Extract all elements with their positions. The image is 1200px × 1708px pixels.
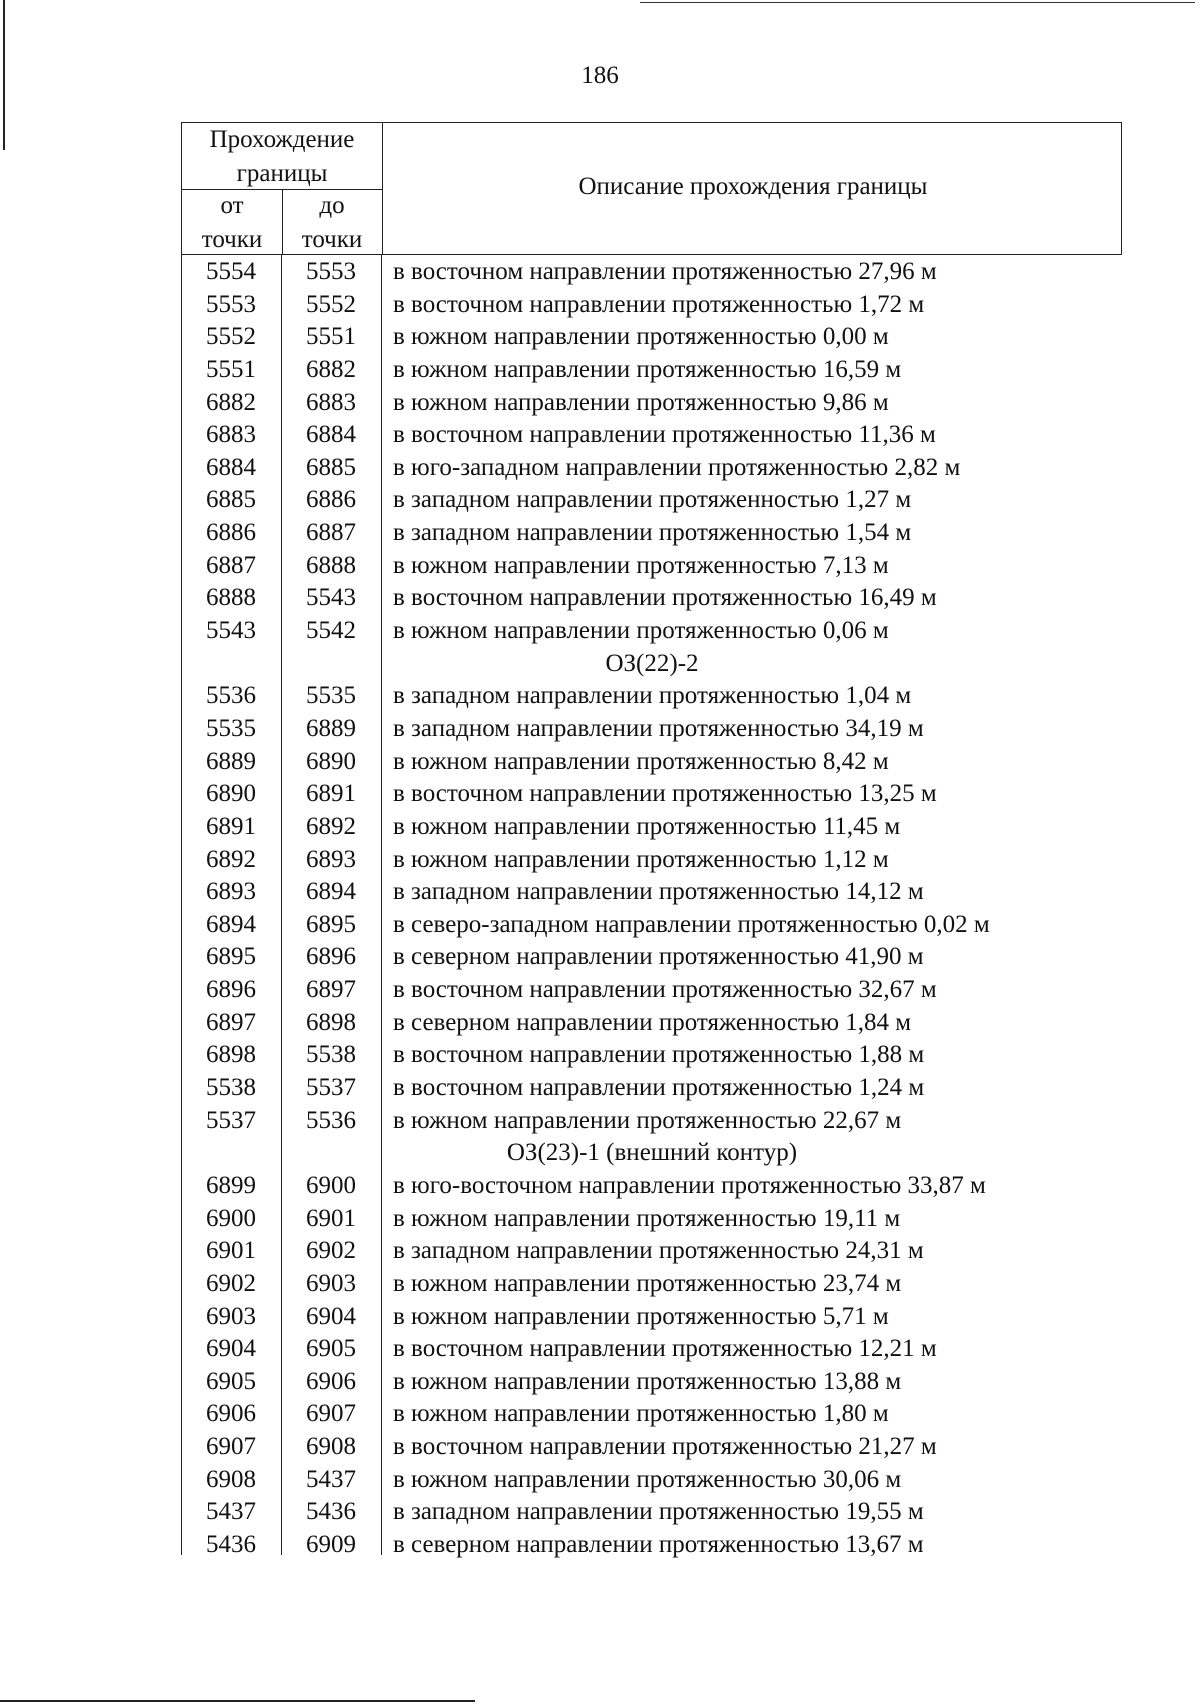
section-heading: ОЗ(22)-2 — [605, 649, 699, 677]
scan-edge-top — [640, 2, 1195, 3]
from-point-cell: 6885 — [206, 486, 256, 514]
description-cell: в западном направлении протяженностью 19,55 м — [393, 1498, 924, 1526]
header-description: Описание прохождения границы — [578, 173, 928, 200]
from-point-cell: 6886 — [206, 519, 256, 547]
from-point-cell: 6893 — [206, 878, 256, 906]
description-cell: в южном направлении протяженностью 0,00 м — [393, 323, 889, 351]
from-point-cell: 5554 — [206, 258, 256, 285]
to-point-cell: 6887 — [306, 519, 356, 547]
from-point-cell: 6899 — [206, 1171, 256, 1199]
from-point-cell: 6898 — [206, 1041, 256, 1069]
to-point-cell: 6902 — [306, 1237, 356, 1265]
description-cell: в восточном направлении протяженностью 1,88 м — [393, 1041, 925, 1069]
description-cell: в восточном направлении протяженностью 32,67 м — [393, 976, 937, 1004]
from-point-cell: 5538 — [206, 1074, 256, 1102]
table-row — [181, 1268, 1122, 1301]
to-point-cell: 6895 — [306, 910, 356, 938]
table-row — [181, 289, 1122, 322]
to-point-cell: 5537 — [306, 1074, 356, 1102]
table-row — [181, 1529, 1122, 1562]
to-point-cell: 6900 — [306, 1171, 356, 1199]
table-row — [181, 550, 1122, 583]
from-point-cell: 6883 — [206, 421, 256, 449]
from-point-cell: 6905 — [206, 1367, 256, 1395]
from-point-cell: 6882 — [206, 388, 256, 416]
description-cell: в северном направлении протяженностью 41,90 м — [393, 943, 924, 971]
description-cell: в южном направлении протяженностью 23,74 м — [393, 1269, 902, 1297]
description-cell: в южном направлении протяженностью 22,67 м — [393, 1106, 902, 1134]
table-row — [181, 1366, 1122, 1399]
to-point-cell: 6897 — [306, 976, 356, 1004]
table-row — [181, 1496, 1122, 1529]
from-point-cell: 5437 — [206, 1498, 256, 1526]
description-cell: в западном направлении протяженностью 24,31 м — [393, 1237, 924, 1265]
description-cell: в восточном направлении протяженностью 27,96 м — [393, 258, 937, 285]
to-point-cell: 6906 — [306, 1367, 356, 1395]
table-row — [181, 1007, 1122, 1040]
description-cell: в северо-западном направлении протяженностью 0,02 м — [393, 910, 990, 938]
table-row — [181, 582, 1122, 615]
table-row — [181, 1105, 1122, 1138]
description-cell: в юго-восточном направлении протяженностью 33,87 м — [393, 1171, 986, 1199]
header-to-line2: точки — [301, 226, 363, 253]
to-point-cell: 6909 — [306, 1530, 356, 1558]
to-point-cell: 6896 — [306, 943, 356, 971]
description-cell: в западном направлении протяженностью 1,04 м — [393, 682, 912, 710]
header-from-point — [182, 189, 282, 257]
to-point-cell: 6884 — [306, 421, 356, 449]
table-body — [181, 256, 1122, 1562]
to-point-cell: 6894 — [306, 878, 356, 906]
table-row — [181, 1301, 1122, 1334]
to-point-cell: 5543 — [306, 584, 356, 612]
from-point-cell: 6895 — [206, 943, 256, 971]
from-point-cell: 6901 — [206, 1237, 256, 1265]
table-row — [181, 517, 1122, 550]
description-cell: в западном направлении протяженностью 1,27 м — [393, 486, 912, 514]
description-cell: в восточном направлении протяженностью 12,21 м — [393, 1335, 937, 1363]
to-point-cell: 6885 — [306, 453, 356, 481]
to-point-cell: 5436 — [306, 1498, 356, 1526]
from-point-cell: 5552 — [206, 323, 256, 351]
to-point-cell: 5553 — [306, 258, 356, 285]
table-row — [181, 256, 1122, 289]
to-point-cell: 6905 — [306, 1335, 356, 1363]
description-cell: в южном направлении протяженностью 30,06 м — [393, 1465, 902, 1493]
to-point-cell: 6904 — [306, 1302, 356, 1330]
from-point-cell: 6896 — [206, 976, 256, 1004]
table-row — [181, 1072, 1122, 1105]
table-header — [181, 122, 1122, 255]
description-cell: в западном направлении протяженностью 14,12 м — [393, 878, 924, 906]
from-point-cell: 6884 — [206, 453, 256, 481]
description-cell: в восточном направлении протяженностью 1,24 м — [393, 1074, 925, 1102]
section-heading: ОЗ(23)-1 (внешний контур) — [506, 1139, 798, 1167]
from-point-cell: 6887 — [206, 551, 256, 579]
table-row — [181, 354, 1122, 387]
from-point-cell: 5537 — [206, 1106, 256, 1134]
to-point-cell: 6892 — [306, 812, 356, 840]
description-cell: в западном направлении протяженностью 1,54 м — [393, 519, 912, 547]
description-cell: в восточном направлении протяженностью 21,27 м — [393, 1433, 937, 1461]
header-group-title-line2: границы — [236, 160, 328, 187]
table-row — [181, 419, 1122, 452]
from-point-cell: 6892 — [206, 845, 256, 873]
table-row — [181, 1039, 1122, 1072]
to-point-cell: 5551 — [306, 323, 356, 351]
from-point-cell: 6906 — [206, 1400, 256, 1428]
header-group-title-line1: Прохождение — [209, 126, 355, 153]
description-cell: в юго-западном направлении протяженностью 2,82 м — [393, 453, 961, 481]
to-point-cell: 6886 — [306, 486, 356, 514]
from-point-cell: 6891 — [206, 812, 256, 840]
table-row — [181, 811, 1122, 844]
from-point-cell: 6908 — [206, 1465, 256, 1493]
from-point-cell: 6900 — [206, 1204, 256, 1232]
from-point-cell: 5536 — [206, 682, 256, 710]
table-row — [181, 1235, 1122, 1268]
description-cell: в южном направлении протяженностью 7,13 м — [393, 551, 889, 579]
description-cell: в южном направлении протяженностью 5,71 м — [393, 1302, 889, 1330]
to-point-cell: 6883 — [306, 388, 356, 416]
to-point-cell: 5552 — [306, 290, 356, 318]
description-cell: в южном направлении протяженностью 1,12 м — [393, 845, 889, 873]
description-cell: в южном направлении протяженностью 1,80 м — [393, 1400, 889, 1428]
section-heading-row — [181, 1137, 1122, 1170]
table-row — [181, 615, 1122, 648]
table-row — [181, 1398, 1122, 1431]
from-point-cell: 6902 — [206, 1269, 256, 1297]
from-point-cell: 6894 — [206, 910, 256, 938]
to-point-cell: 6882 — [306, 355, 356, 383]
description-cell: в южном направлении протяженностью 13,88 м — [393, 1367, 902, 1395]
table-row — [181, 909, 1122, 942]
from-point-cell: 5436 — [206, 1530, 256, 1558]
table-row — [181, 387, 1122, 420]
from-point-cell: 6889 — [206, 747, 256, 775]
description-cell: в восточном направлении протяженностью 1,72 м — [393, 290, 925, 318]
to-point-cell: 6891 — [306, 780, 356, 808]
from-point-cell: 5551 — [206, 355, 256, 383]
table-row — [181, 844, 1122, 877]
table-row — [181, 974, 1122, 1007]
description-cell: в южном направлении протяженностью 0,06 м — [393, 617, 889, 645]
to-point-cell: 6888 — [306, 551, 356, 579]
table-row — [181, 746, 1122, 779]
description-cell: в южном направлении протяженностью 9,86 м — [393, 388, 889, 416]
to-point-cell: 6898 — [306, 1008, 356, 1036]
description-cell: в западном направлении протяженностью 34,19 м — [393, 714, 924, 742]
table-row — [181, 1464, 1122, 1497]
page-number: 186 — [581, 62, 619, 89]
from-point-cell: 5535 — [206, 714, 256, 742]
description-cell: в южном направлении протяженностью 11,45 м — [393, 812, 901, 840]
from-point-cell: 5553 — [206, 290, 256, 318]
table-row — [181, 1170, 1122, 1203]
to-point-cell: 5538 — [306, 1041, 356, 1069]
from-point-cell: 6888 — [206, 584, 256, 612]
to-point-cell: 6893 — [306, 845, 356, 873]
from-point-cell: 6903 — [206, 1302, 256, 1330]
description-cell: в южном направлении протяженностью 16,59 м — [393, 355, 902, 383]
scan-edge-bottom — [0, 1700, 475, 1702]
table-row — [181, 876, 1122, 909]
description-cell: в восточном направлении протяженностью 11,36 м — [393, 421, 936, 449]
to-point-cell: 5437 — [306, 1465, 356, 1493]
header-to-line1: до — [319, 192, 345, 219]
from-point-cell: 6907 — [206, 1433, 256, 1461]
section-heading-row — [181, 648, 1122, 681]
to-point-cell: 5536 — [306, 1106, 356, 1134]
table-row — [181, 680, 1122, 713]
table-row — [181, 778, 1122, 811]
description-cell: в восточном направлении протяженностью 13,25 м — [393, 780, 937, 808]
table-row — [181, 452, 1122, 485]
table-row — [181, 1203, 1122, 1236]
table-row — [181, 713, 1122, 746]
header-from-line1: от — [220, 192, 244, 219]
from-point-cell: 6890 — [206, 780, 256, 808]
to-point-cell: 6889 — [306, 714, 356, 742]
table-row — [181, 1431, 1122, 1464]
to-point-cell: 5542 — [306, 617, 356, 645]
from-point-cell: 6897 — [206, 1008, 256, 1036]
table-row — [181, 1333, 1122, 1366]
description-cell: в южном направлении протяженностью 8,42 м — [393, 747, 889, 775]
description-cell: в восточном направлении протяженностью 16,49 м — [393, 584, 937, 612]
description-cell: в южном направлении протяженностью 19,11 м — [393, 1204, 901, 1232]
description-cell: в северном направлении протяженностью 13,67 м — [393, 1530, 924, 1558]
to-point-cell: 6901 — [306, 1204, 356, 1232]
to-point-cell: 6907 — [306, 1400, 356, 1428]
header-from-line2: точки — [201, 226, 263, 253]
to-point-cell: 6908 — [306, 1433, 356, 1461]
from-point-cell: 5543 — [206, 617, 256, 645]
table-row — [181, 321, 1122, 354]
description-cell: в северном направлении протяженностью 1,84 м — [393, 1008, 912, 1036]
table-row — [181, 484, 1122, 517]
from-point-cell: 6904 — [206, 1335, 256, 1363]
header-group-title — [182, 123, 382, 191]
to-point-cell: 6903 — [306, 1269, 356, 1297]
header-to-point — [282, 189, 382, 257]
to-point-cell: 6890 — [306, 747, 356, 775]
to-point-cell: 5535 — [306, 682, 356, 710]
table-row — [181, 941, 1122, 974]
